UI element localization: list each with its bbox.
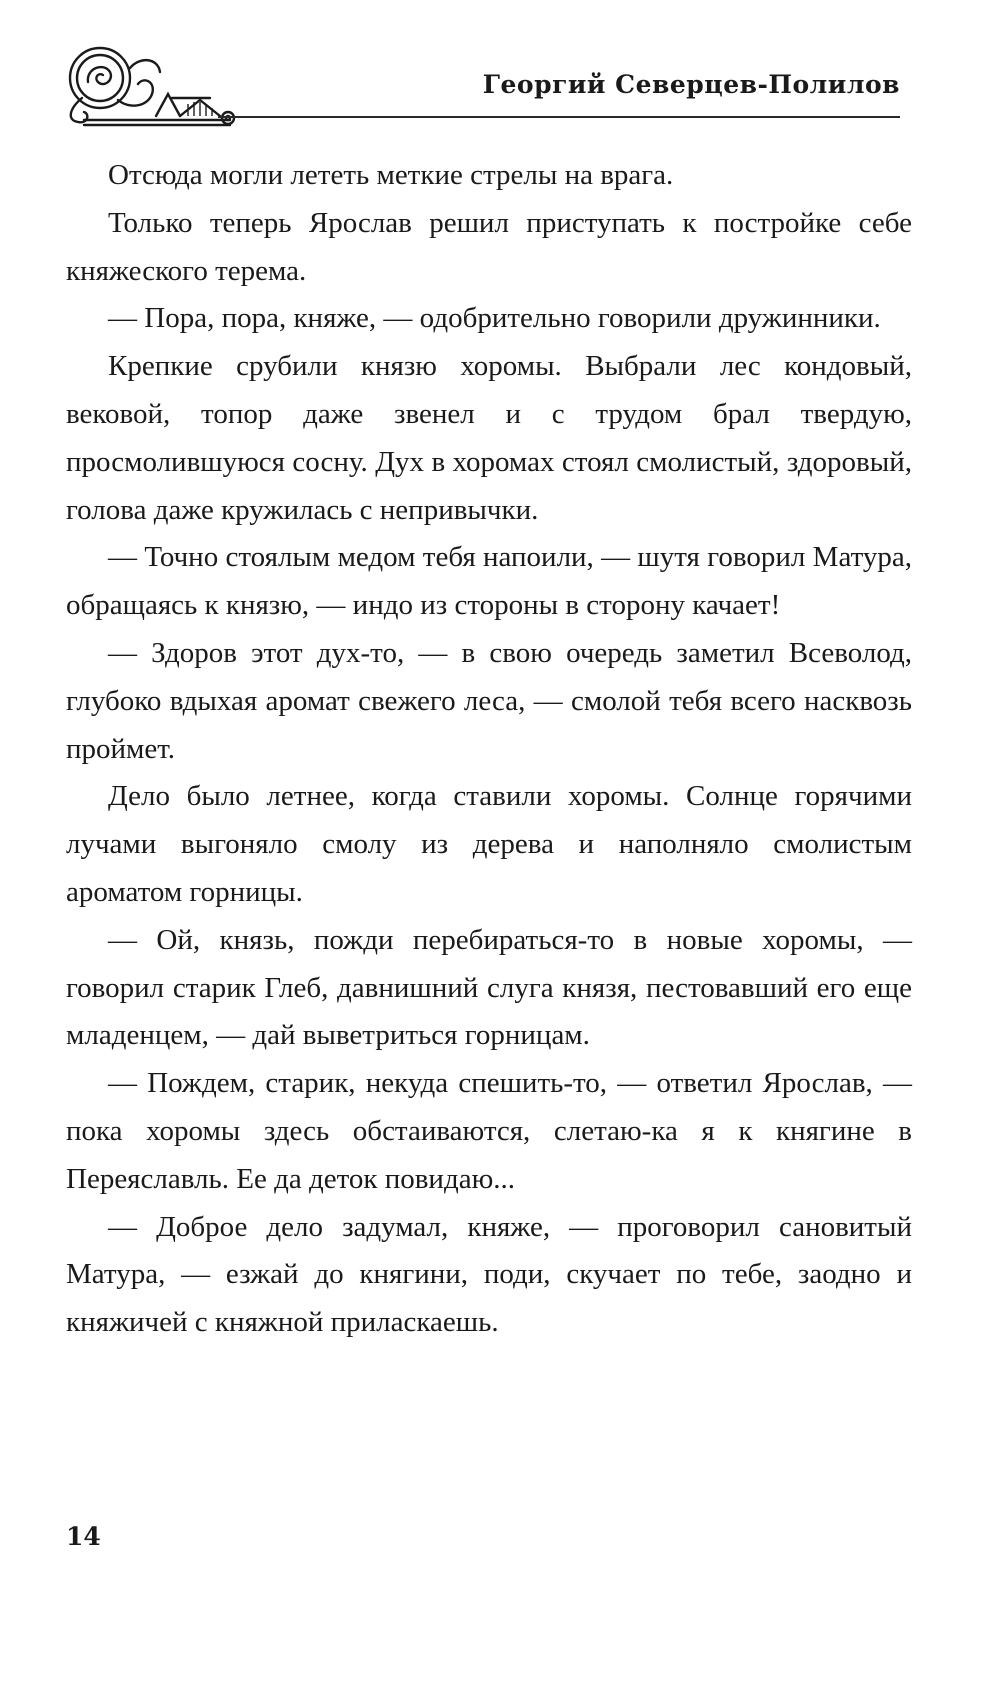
paragraph: Крепкие срубили князю хоромы. Выбрали лес кондовый, вековой, топор даже звенел и с трудом брал твердую, просмолившуюся сосну. Дух в хоромах стоял смолистый, здоровый, голова даже кружилась с непривычки. [66,350,912,526]
paragraph: — Пождем, старик, некуда спешить-то, — ответил Ярослав, — пока хоромы здесь обстаиваются, слетаю-ка я к княгине в Переяславль. Ее да деток повидаю... [66,1067,912,1195]
paragraph: Только теперь Ярослав решил приступать к постройке себе княжеского терема. [66,206,912,287]
paragraph: Отсюда могли лететь меткие стрелы на врага. [108,159,674,191]
header-rule [218,116,900,118]
paragraph: — Пора, пора, княже, — одобрительно говорили дружинники. [108,302,881,335]
header-ornament-icon [60,38,240,130]
page-number: 14 [66,1522,101,1551]
body-text [66,152,912,1347]
paragraph: Дело было летнее, когда ставили хоромы. Солнце горячими лучами выгоняло смолу из дерева и наполняло смолистым ароматом горницы. [66,780,912,908]
paragraph: — Ой, князь, пожди перебираться-то в новые хоромы, — говорил старик Глеб, давнишний слуга князя, пестовавший его еще младенцем, — дай выветриться горницам. [66,923,912,1052]
paragraph: — Точно стоялым медом тебя напоили, — шутя говорил Матура, обращаясь к князю, — индо из стороны в сторону качает! [66,541,912,622]
running-header-title: Георгий Северцев-Полилов [482,70,900,99]
paragraph: — Доброе дело задумал, княже, — проговорил сановитый Матура, — езжай до княгини, поди, скучает по тебе, заодно и княжичей с княжной приласкаешь. [66,1210,912,1339]
paragraph: — Здоров этот дух-то, — в свою очередь заметил Всеволод, глубоко вдыхая аромат свежего леса, — смолой тебя всего насквозь проймет. [66,636,912,765]
